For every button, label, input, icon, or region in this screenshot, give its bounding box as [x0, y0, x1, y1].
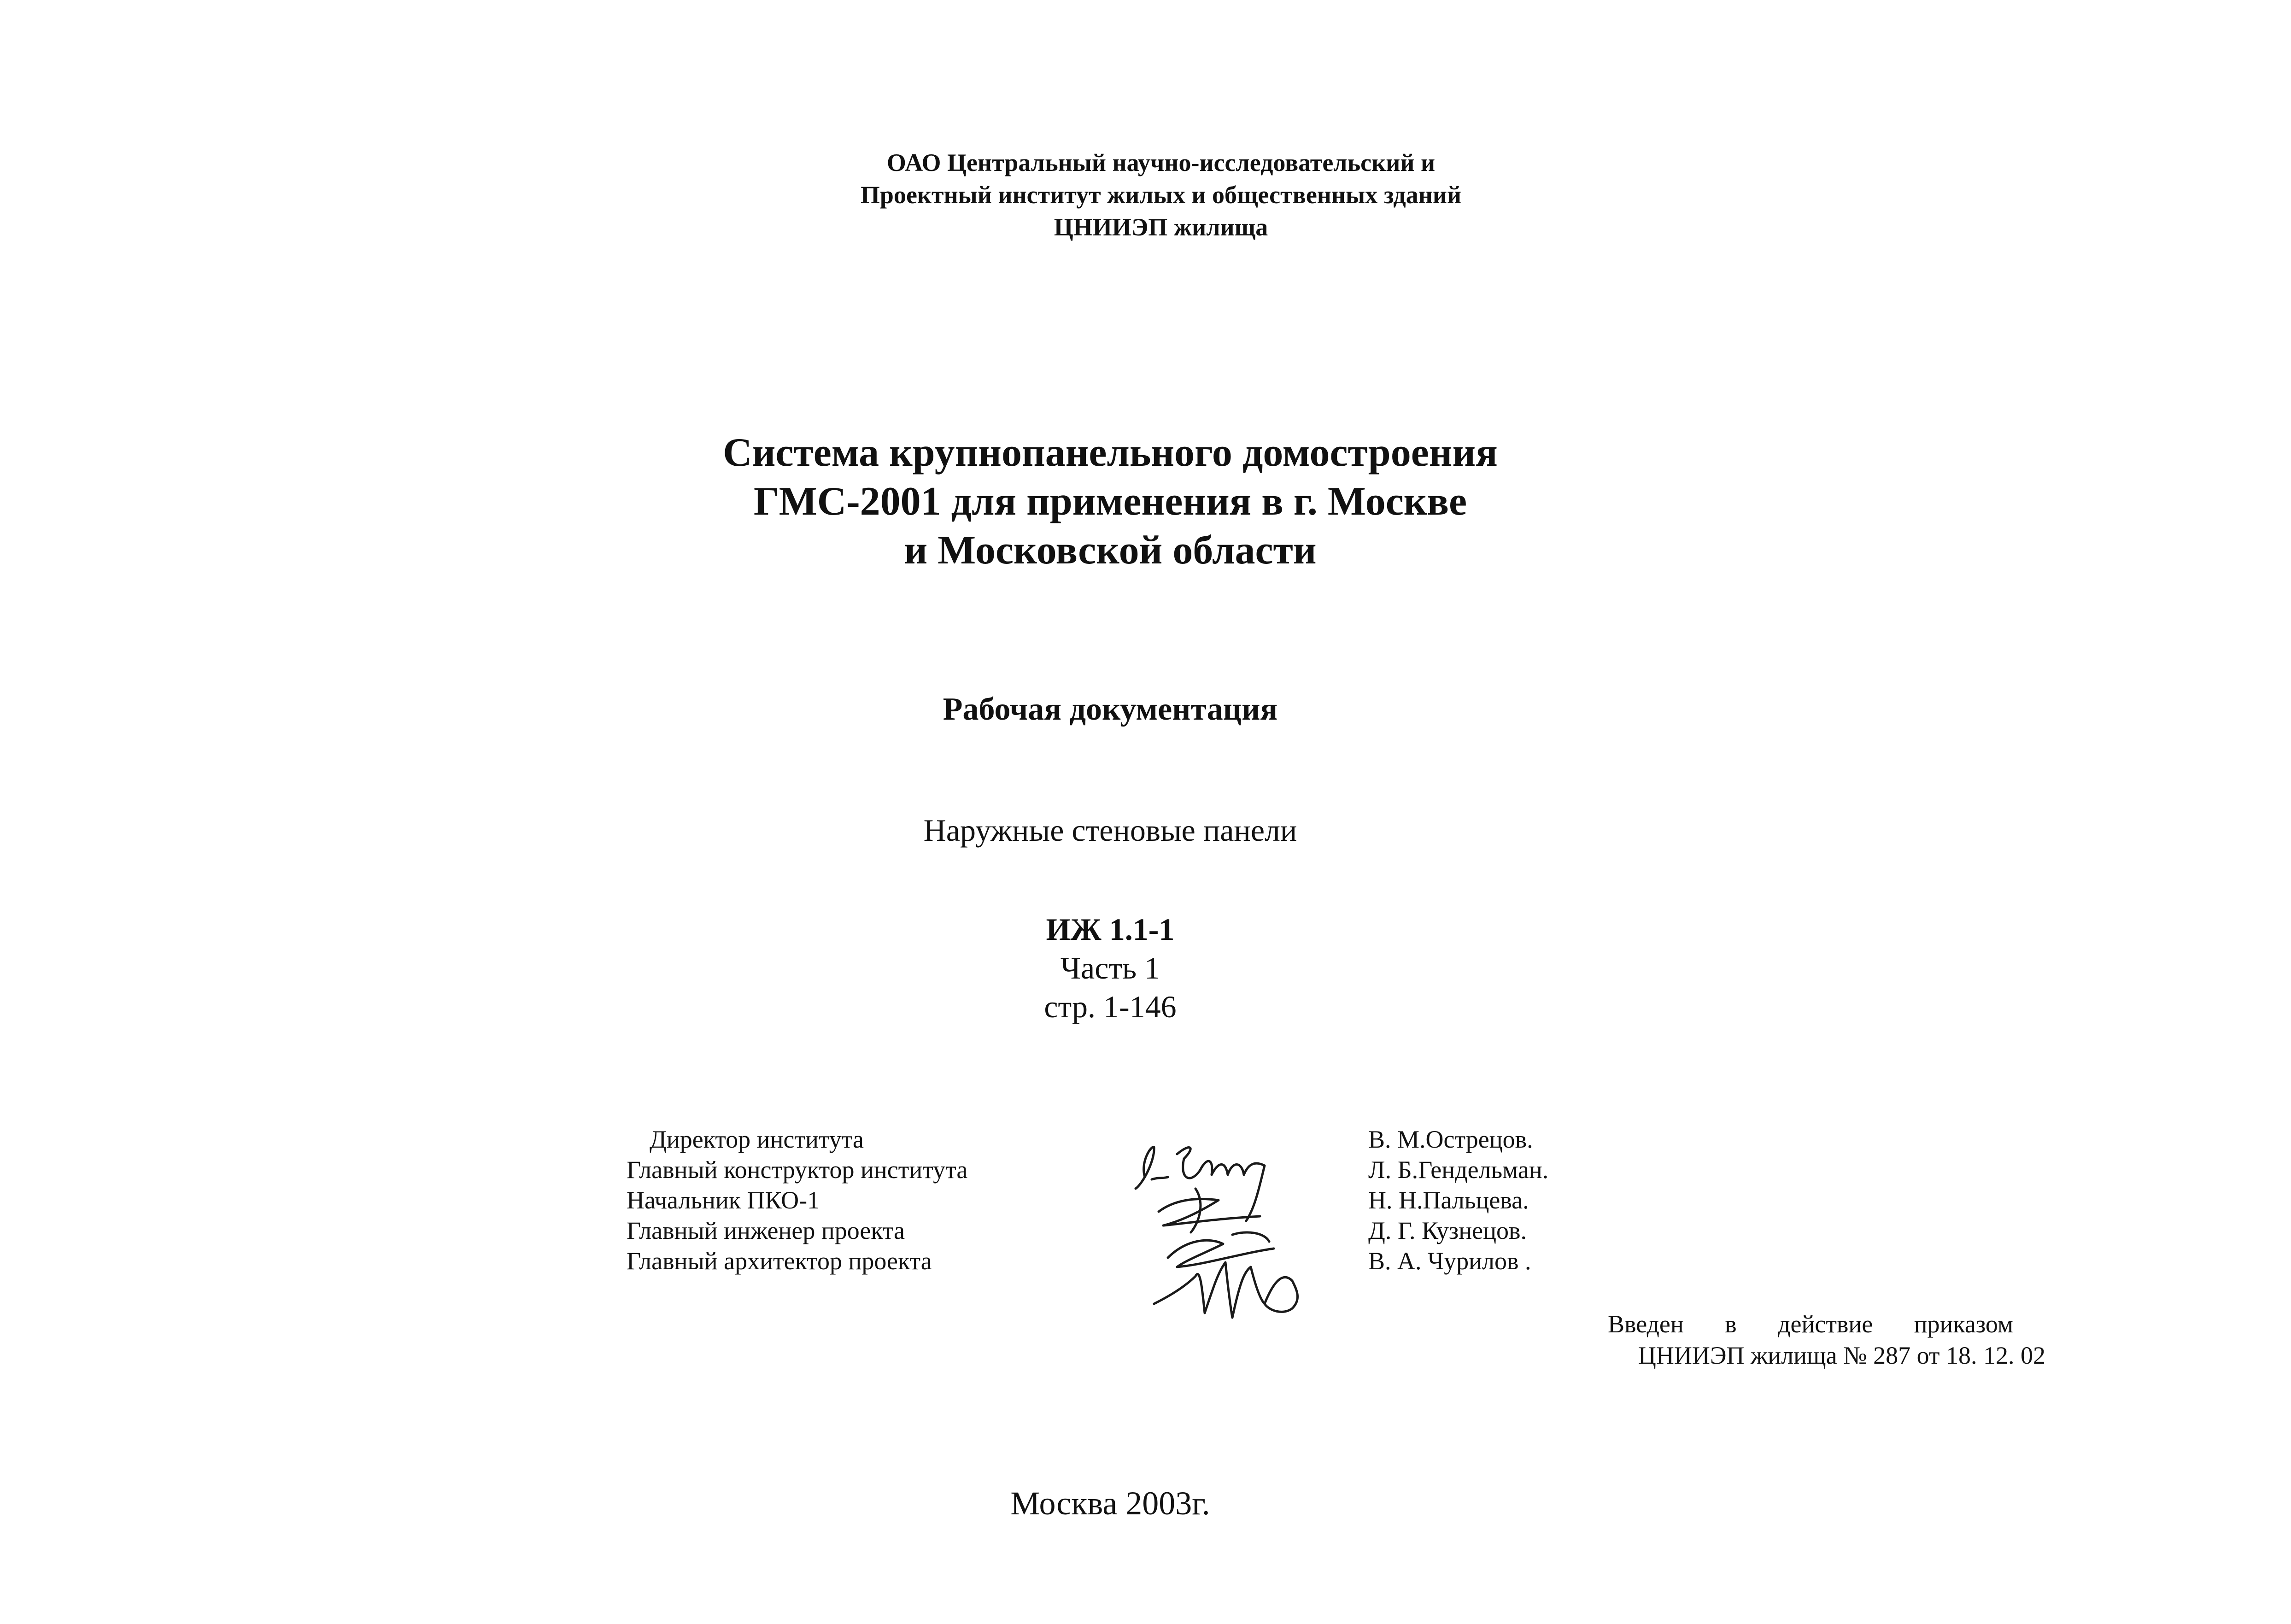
enactment-word: в	[1725, 1310, 1737, 1338]
document-part: Часть 1	[1060, 950, 1160, 985]
enactment-word: приказом	[1914, 1310, 2013, 1338]
document-pages: стр. 1-146	[1044, 989, 1177, 1024]
approval-role: Главный инженер проекта	[627, 1217, 905, 1244]
approval-name: Л. Б.Гендельман.	[1368, 1156, 1549, 1184]
approval-role: Начальник ПКО-1	[627, 1186, 820, 1214]
approval-names	[1368, 1124, 1548, 1276]
document-subtitle: Рабочая документация	[943, 692, 1278, 727]
approval-role: Главный конструктор института	[627, 1156, 968, 1184]
handwritten-signatures	[1126, 1133, 1343, 1327]
organization-header	[709, 147, 1612, 243]
enactment-line-2: ЦНИИЭП жилища № 287 от 18. 12. 02	[1638, 1342, 2045, 1369]
approval-roles	[627, 1124, 967, 1276]
section-name: Наружные стеновые панели	[923, 813, 1297, 848]
org-line: Проектный институт жилых и общественных зданий	[860, 181, 1462, 209]
approval-name: Д. Г. Кузнецов.	[1368, 1217, 1527, 1244]
org-line: ОАО Центральный научно-исследовательский и	[886, 149, 1436, 176]
document-title	[553, 428, 1668, 575]
approval-name: В. М.Острецов.	[1368, 1126, 1533, 1153]
enactment-note	[1589, 1308, 2045, 1371]
approval-name: Н. Н.Пальцева.	[1368, 1186, 1529, 1214]
enactment-line-1	[1589, 1308, 2045, 1340]
document-code: ИЖ 1.1-1	[1046, 912, 1175, 947]
title-line: и Московской области	[904, 528, 1317, 573]
enactment-word: Введен	[1608, 1310, 1684, 1338]
enactment-word: действие	[1778, 1310, 1873, 1338]
city-year: Москва 2003г.	[1010, 1485, 1210, 1522]
title-line: Система крупнопанельного домостроения	[723, 430, 1498, 475]
title-line: ГМС-2001 для применения в г. Москве	[753, 479, 1467, 524]
approval-role: Главный архитектор проекта	[627, 1247, 932, 1275]
org-line: ЦНИИЭП жилища	[1054, 213, 1268, 241]
approval-name: В. А. Чурилов .	[1368, 1247, 1531, 1275]
approval-role: Директор института	[650, 1126, 864, 1153]
document-code-block	[944, 910, 1276, 1026]
